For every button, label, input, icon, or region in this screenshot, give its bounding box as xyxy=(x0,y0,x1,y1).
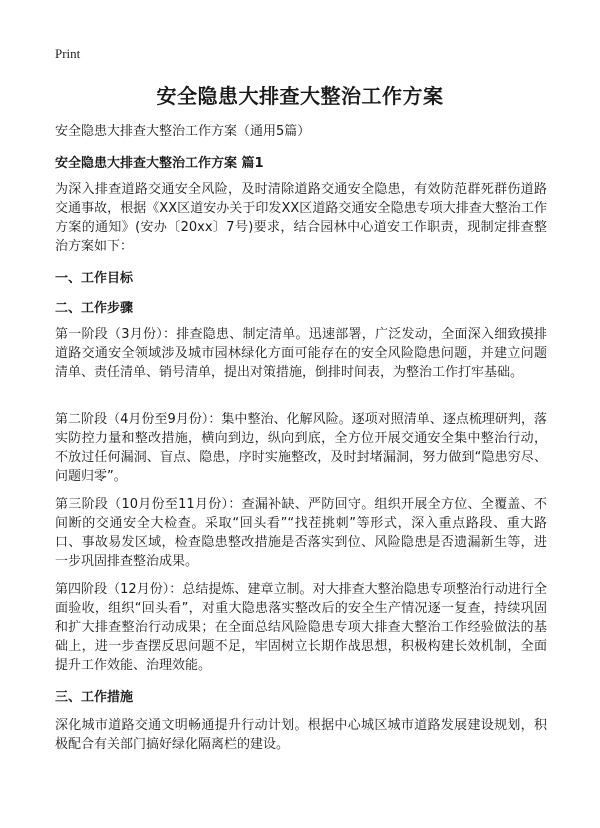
document-title: 安全隐患大排查大整治工作方案 xyxy=(156,84,444,108)
intro-paragraph: 为深入排查道路交通安全风险，及时清除道路交通安全隐患，有效防范群死群伤道路交通事故，根据《XX区道安办关于印发XX区道路交通安全隐患专项大排查大整治工作方案的通知》(安办〔20xx〕7号)要求，结合园林中心道安工作职责，现制定排查整治方案如下： xyxy=(55,182,547,254)
measure-1-paragraph: 深化城市道路交通文明畅通提升行动计划。根据中心城区城市道路发展建设规划，积极配合有关部门搞好绿化隔离栏的建设。 xyxy=(55,718,547,752)
document-subtitle: 安全隐患大排查大整治工作方案（通用5篇） xyxy=(55,124,311,139)
stage-4-paragraph: 第四阶段（12月份）：总结提炼、建章立制。对大排查大整治隐患专项整治行动进行全面验收，组织“回头看”，对重大隐患落实整改后的安全生产情况逐一复查，持续巩固和扩大排查整治行动成果；在全面总结风险隐患专项大排查大整治工作经验做法的基础上，进一步查摆反思问题不足，牢固树立长期作战思想，积极构建长效机制，全面提升工作效能、治理效能。 xyxy=(55,582,547,673)
heading-work-measures: 三、工作措施 xyxy=(55,690,134,705)
section-title: 安全隐患大排查大整治工作方案 篇1 xyxy=(55,156,264,171)
stage-3-paragraph: 第三阶段（10月份至11月份）：查漏补缺、严防回守。组织开展全方位、全覆盖、不间断的交通安全大检查。采取“回头看”“找茬挑刺”等形式，深入重点路段、重大路口、事故易发区域，检查隐患整改措施是否落实到位、风险隐患是否遗漏新生等，进一步巩固排查整治成果。 xyxy=(55,497,547,569)
heading-work-goal: 一、工作目标 xyxy=(55,271,134,286)
heading-work-steps: 二、工作步骤 xyxy=(55,301,134,316)
stage-2-paragraph: 第二阶段（4月份至9月份）：集中整治、化解风险。逐项对照清单、逐点梳理研判，落实防控力量和整改措施，横向到边，纵向到底，全方位开展交通安全集中整治行动，不放过任何漏洞、盲点、隐患，序时实施整改，及时封堵漏洞，努力做到“隐患穷尽、问题归零”。 xyxy=(55,412,547,484)
print-label: Print xyxy=(55,46,81,61)
stage-1-paragraph: 第一阶段（3月份）：排查隐患、制定清单。迅速部署，广泛发动，全面深入细致摸排道路交通安全领域涉及城市园林绿化方面可能存在的安全风险隐患问题，并建立问题清单、责任清单、销号清单，提出对策措施，倒排时间表，为整治工作打牢基础。 xyxy=(55,327,547,380)
